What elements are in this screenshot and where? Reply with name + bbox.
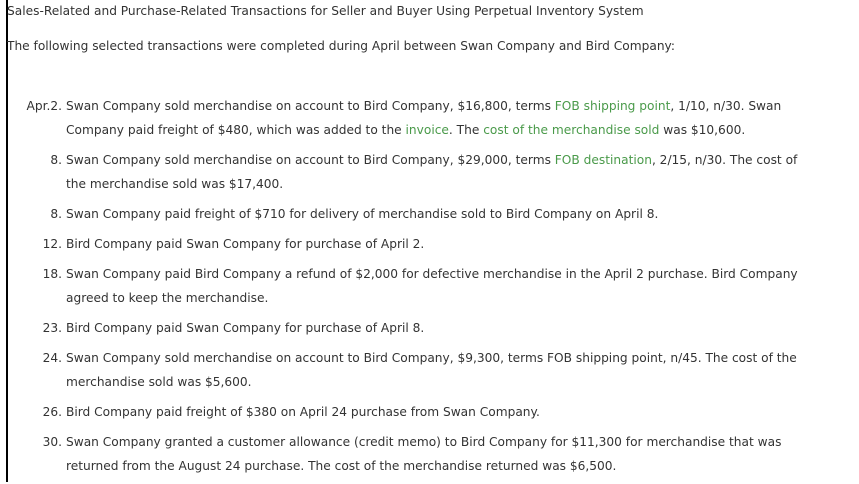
transaction-text-part: . The bbox=[448, 123, 484, 137]
transaction-item bbox=[0, 316, 859, 340]
transaction-text-part: , 1/10, n/30. Swan Company paid freight of $480, which was added to the bbox=[66, 99, 782, 137]
transaction-text: Swan Company paid Bird Company a refund of $2,000 for defective merchandise in the April 2 purchase. Bird Company agreed to keep the merchandise. bbox=[66, 267, 798, 305]
transaction-item bbox=[0, 232, 859, 256]
glossary-link-invoice[interactable]: invoice bbox=[405, 123, 449, 137]
transaction-date: 26. bbox=[42, 405, 62, 419]
transaction-text bbox=[66, 148, 801, 196]
transaction-text: Swan Company sold merchandise on account to Bird Company, $9,300, terms FOB shipping point, n/45. The cost of the merchandise sold was $5,600. bbox=[66, 351, 797, 389]
transaction-date: 23. bbox=[42, 321, 62, 335]
transaction-item bbox=[0, 346, 859, 394]
page-title: Sales-Related and Purchase-Related Transactions for Seller and Buyer Using Perpetual Inventory System bbox=[7, 4, 644, 18]
glossary-link-fob-shipping-point[interactable]: FOB shipping point bbox=[554, 99, 671, 113]
transaction-text-part: Swan Company sold merchandise on account to Bird Company, $29,000, terms bbox=[66, 153, 555, 167]
transaction-item bbox=[0, 202, 859, 226]
transaction-date: Apr.2. bbox=[26, 99, 62, 113]
transaction-date: 30. bbox=[42, 435, 62, 449]
transaction-text bbox=[66, 94, 801, 142]
transaction-text: Bird Company paid Swan Company for purchase of April 8. bbox=[66, 321, 425, 335]
transaction-date: 12. bbox=[42, 237, 62, 251]
transaction-text: Swan Company granted a customer allowance (credit memo) to Bird Company for $11,300 for merchandise that was returned from the August 24 purchase. The cost of the merchandise returned was $6,500. bbox=[66, 435, 782, 473]
transaction-date: 8. bbox=[50, 207, 62, 221]
transaction-date: 24. bbox=[42, 351, 62, 365]
transaction-text-part: Swan Company sold merchandise on account to Bird Company, $16,800, terms bbox=[66, 99, 555, 113]
transaction-text: Swan Company paid freight of $710 for delivery of merchandise sold to Bird Company on April 8. bbox=[66, 207, 659, 221]
transaction-text-part: , 2/15, n/30. The cost of the merchandise sold was $17,400. bbox=[66, 153, 798, 191]
transaction-text: Bird Company paid Swan Company for purchase of April 2. bbox=[66, 237, 425, 251]
glossary-link-fob-destination[interactable]: FOB destination bbox=[554, 153, 652, 167]
transaction-text: Bird Company paid freight of $380 on April 24 purchase from Swan Company. bbox=[66, 405, 540, 419]
glossary-link-cost-of-merchandise-sold[interactable]: cost of the merchandise sold bbox=[483, 123, 660, 137]
transaction-text-part: was $10,600. bbox=[659, 123, 746, 137]
transaction-item bbox=[0, 94, 859, 142]
transaction-item bbox=[0, 262, 859, 310]
transaction-list bbox=[0, 94, 859, 484]
transaction-item bbox=[0, 148, 859, 196]
transaction-item bbox=[0, 400, 859, 424]
transaction-item bbox=[0, 430, 859, 478]
intro-text: The following selected transactions were completed during April between Swan Company and Bird Company: bbox=[7, 39, 675, 53]
transaction-date: 8. bbox=[50, 153, 62, 167]
transaction-date: 18. bbox=[42, 267, 62, 281]
